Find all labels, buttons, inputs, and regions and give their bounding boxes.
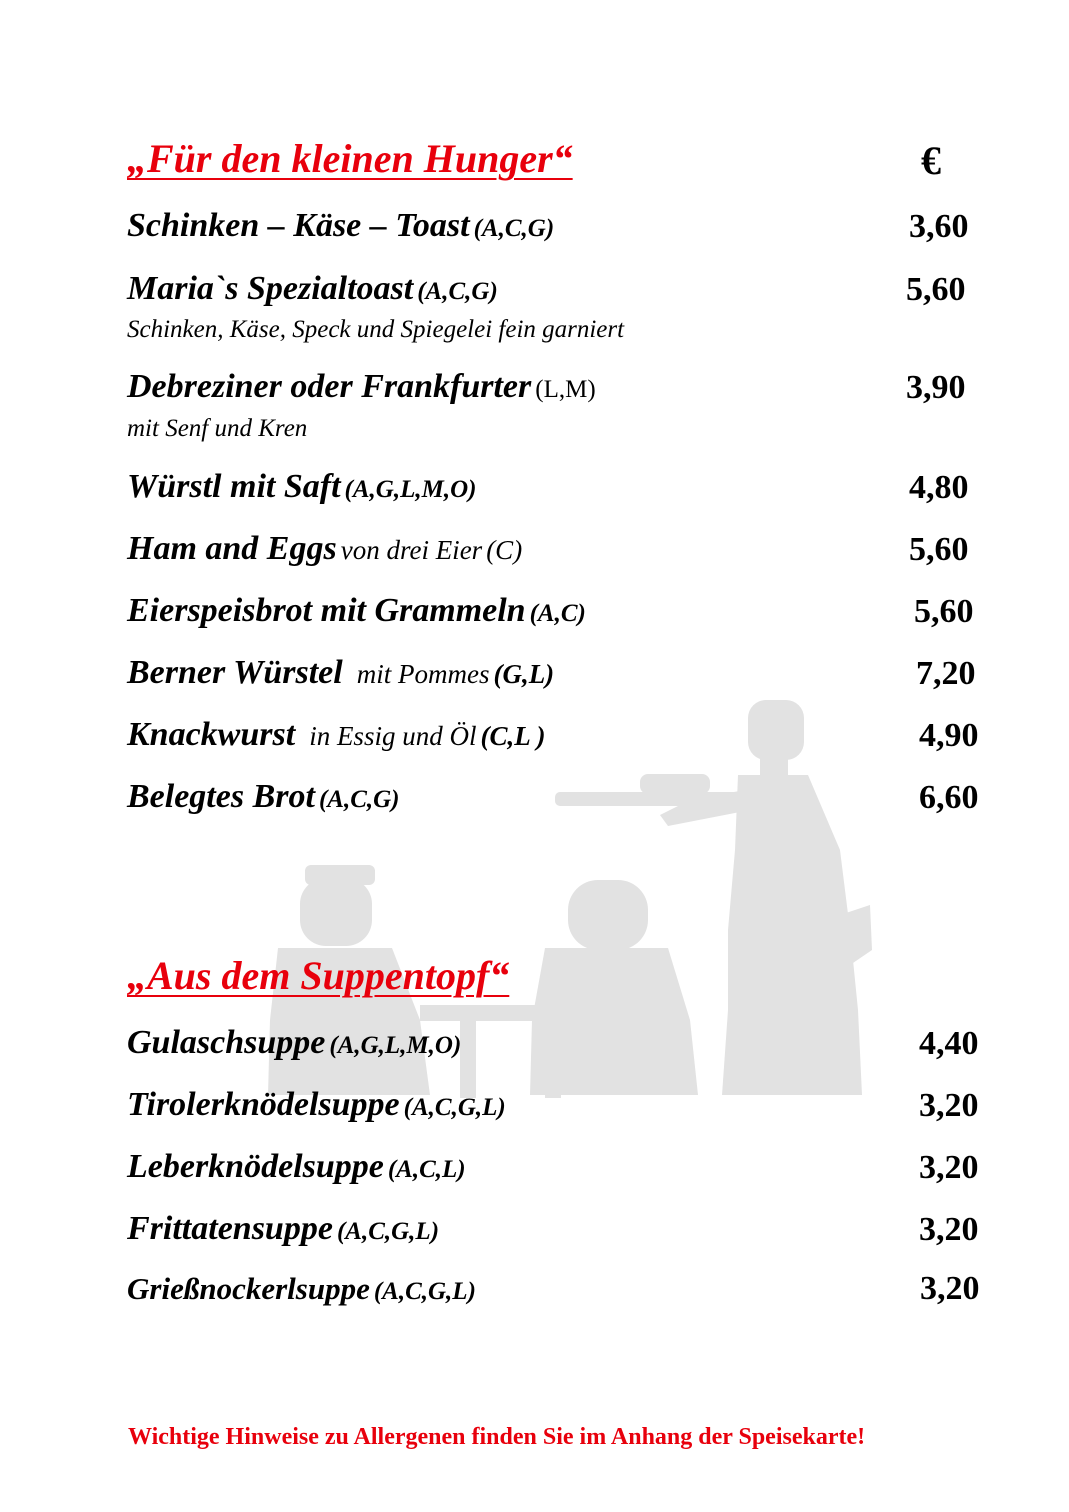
item-price: 5,60 <box>906 271 966 308</box>
item-extra: von drei Eier <box>340 535 483 565</box>
menu-item <box>127 778 400 816</box>
menu-item <box>127 530 522 568</box>
item-allergens: (A,G,L,M,O) <box>344 476 477 503</box>
item-name: Frittatensuppe <box>127 1210 333 1247</box>
item-description: Schinken, Käse, Speck und Spiegelei fein garniert <box>127 316 625 343</box>
item-allergens: (A,C,G) <box>318 786 400 813</box>
item-price: 3,20 <box>920 1270 980 1307</box>
item-name: Gulaschsuppe <box>127 1024 326 1061</box>
item-allergens: (A,C,G) <box>473 215 555 242</box>
item-allergens: (A,C,G,L) <box>336 1218 440 1245</box>
item-price: 3,20 <box>919 1149 979 1186</box>
item-name: Maria`s Spezialtoast <box>127 270 414 307</box>
menu-item <box>127 1210 439 1248</box>
item-allergens: (C,L ) <box>480 721 546 751</box>
item-description: mit Senf und Kren <box>127 415 308 442</box>
item-extra: mit Pommes <box>356 659 490 689</box>
menu-item <box>127 368 596 406</box>
allergen-footnote: Wichtige Hinweise zu Allergenen finden Sie im Anhang der Speisekarte! <box>128 1424 866 1450</box>
item-allergens: (A,C,G,L) <box>403 1094 506 1121</box>
item-name: Schinken – Käse – Toast <box>127 207 470 244</box>
item-price: 7,20 <box>916 655 976 692</box>
item-price: 4,80 <box>909 469 969 506</box>
item-price: 3,60 <box>909 208 969 245</box>
item-name: Leberknödelsuppe <box>127 1148 384 1185</box>
item-price: 3,20 <box>919 1211 979 1248</box>
item-name: Knackwurst <box>127 716 296 753</box>
item-name: Würstl mit Saft <box>127 468 341 505</box>
menu-item <box>127 207 554 245</box>
item-extra: in Essig und Öl <box>309 721 477 751</box>
item-price: 3,20 <box>919 1087 979 1124</box>
menu-item <box>127 468 476 506</box>
item-price: 5,60 <box>909 531 969 568</box>
item-price: 6,60 <box>919 779 979 816</box>
item-name: Grießnockerlsuppe <box>127 1271 370 1306</box>
menu-item <box>127 1024 461 1062</box>
currency-symbol: € <box>921 138 941 183</box>
item-name: Ham and Eggs <box>127 530 337 567</box>
menu-item <box>127 1271 476 1307</box>
menu-item <box>127 270 498 308</box>
item-name: Tirolerknödelsuppe <box>127 1086 400 1123</box>
item-allergens: (A,C,G,L) <box>373 1278 476 1305</box>
item-name: Debreziner oder Frankfurter <box>127 368 532 405</box>
menu-item <box>127 1086 506 1124</box>
item-name: Eierspeisbrot mit Grammeln <box>127 592 526 629</box>
menu-item <box>127 654 554 692</box>
section-heading-small-hunger: „Für den kleinen Hunger“ <box>127 136 573 181</box>
item-price: 5,60 <box>914 593 974 630</box>
item-price: 4,40 <box>919 1025 979 1062</box>
section-heading-soup: „Aus dem Suppentopf“ <box>127 953 510 998</box>
menu-item <box>127 592 586 630</box>
item-allergens: (A,C,G) <box>417 278 498 305</box>
menu-item <box>127 716 545 754</box>
item-price: 3,90 <box>906 369 966 406</box>
menu-item <box>127 1148 466 1186</box>
item-allergens: (A,G,L,M,O) <box>329 1032 462 1059</box>
item-name: Berner Würstel <box>127 654 343 691</box>
item-name: Belegtes Brot <box>127 778 315 815</box>
item-allergens: (L,M) <box>535 376 596 403</box>
item-allergens: (G,L) <box>493 659 555 689</box>
item-allergens: (A,C) <box>529 600 586 627</box>
item-allergens: (A,C,L) <box>387 1156 466 1183</box>
item-price: 4,90 <box>919 717 979 754</box>
item-allergens: (C) <box>486 535 523 565</box>
